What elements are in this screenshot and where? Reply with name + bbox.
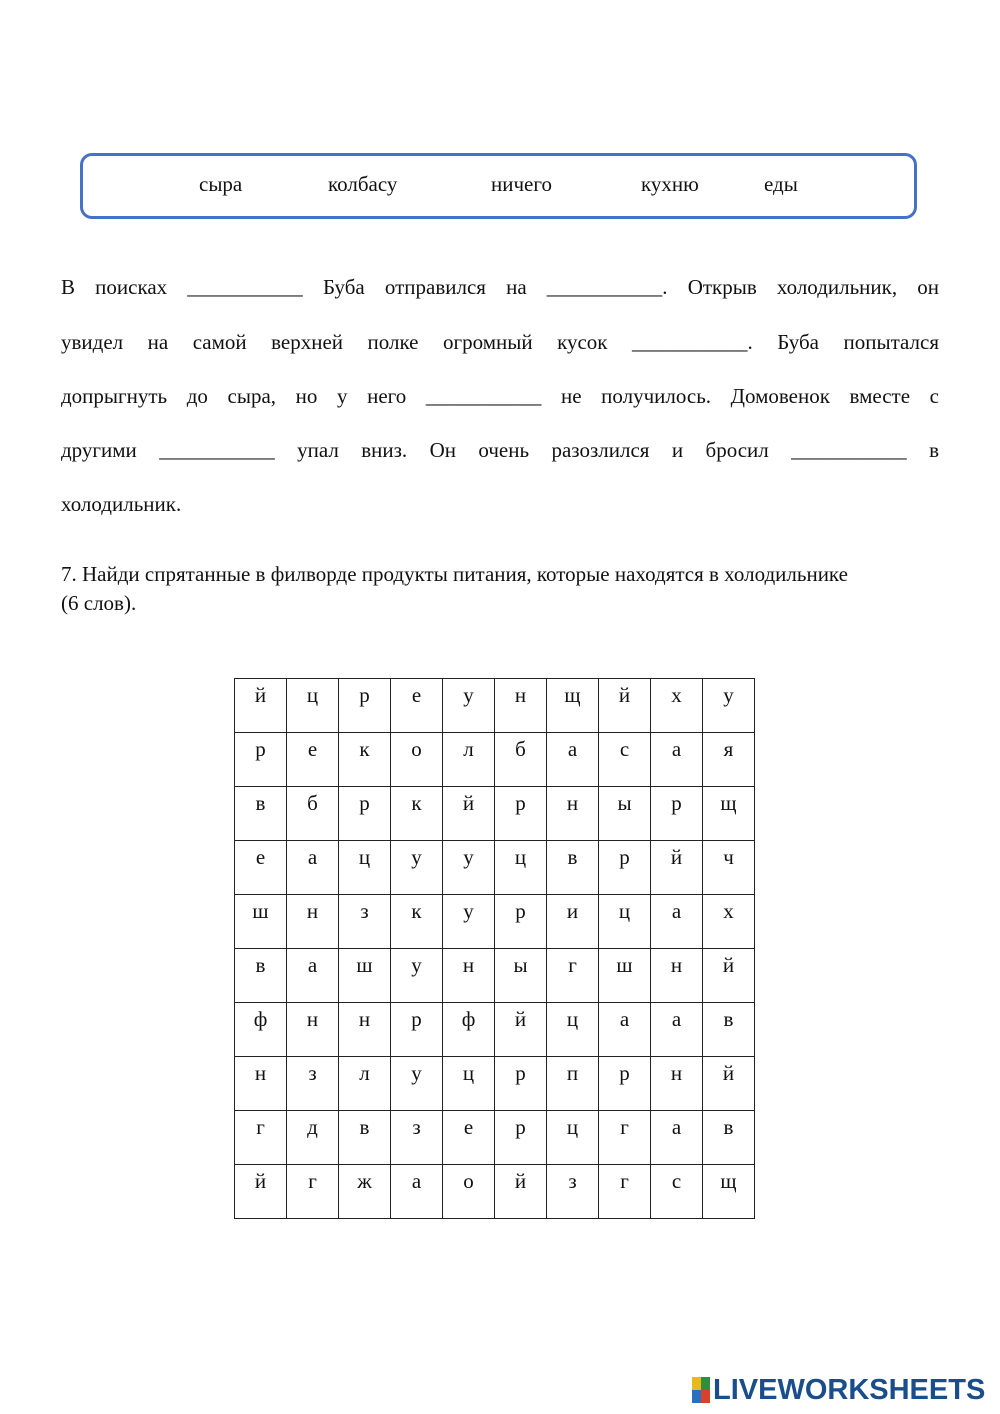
- word-bank-box: [80, 153, 917, 219]
- grid-cell[interactable]: н: [287, 1003, 339, 1057]
- paragraph-line: В поисках ___________ Буба отправился на ___________. Открыв холодильник, он: [61, 275, 939, 299]
- grid-cell[interactable]: у: [443, 841, 495, 895]
- grid-cell[interactable]: г: [287, 1165, 339, 1219]
- grid-cell[interactable]: ц: [339, 841, 391, 895]
- task-line: 7. Найди спрятанные в филворде продукты питания, которые находятся в холодильнике: [61, 562, 848, 586]
- grid-cell[interactable]: а: [547, 733, 599, 787]
- grid-cell[interactable]: в: [703, 1111, 755, 1165]
- grid-cell[interactable]: г: [599, 1111, 651, 1165]
- grid-row: [235, 895, 755, 949]
- grid-cell[interactable]: ц: [495, 841, 547, 895]
- grid-cell[interactable]: ц: [287, 679, 339, 733]
- grid-row: [235, 787, 755, 841]
- grid-cell[interactable]: в: [547, 841, 599, 895]
- grid-row: [235, 841, 755, 895]
- grid-cell[interactable]: и: [547, 895, 599, 949]
- grid-cell[interactable]: с: [651, 1165, 703, 1219]
- grid-cell[interactable]: й: [495, 1003, 547, 1057]
- grid-cell[interactable]: й: [443, 787, 495, 841]
- grid-cell[interactable]: у: [391, 841, 443, 895]
- grid-cell[interactable]: щ: [703, 1165, 755, 1219]
- grid-cell[interactable]: р: [651, 787, 703, 841]
- grid-cell[interactable]: й: [495, 1165, 547, 1219]
- paragraph-line: холодильник.: [61, 492, 182, 516]
- grid-cell[interactable]: г: [599, 1165, 651, 1219]
- grid-cell[interactable]: н: [651, 1057, 703, 1111]
- grid-cell[interactable]: у: [703, 679, 755, 733]
- grid-cell[interactable]: р: [339, 679, 391, 733]
- grid-cell[interactable]: а: [651, 733, 703, 787]
- paragraph-line: увидел на самой верхней полке огромный кусок ___________. Буба попытался: [61, 330, 939, 354]
- grid-cell[interactable]: н: [495, 679, 547, 733]
- grid-cell[interactable]: у: [391, 949, 443, 1003]
- word-bank-item: кухню: [641, 172, 699, 196]
- grid-cell[interactable]: о: [391, 733, 443, 787]
- grid-cell[interactable]: х: [703, 895, 755, 949]
- grid-cell[interactable]: ш: [339, 949, 391, 1003]
- grid-cell[interactable]: ж: [339, 1165, 391, 1219]
- grid-cell[interactable]: н: [547, 787, 599, 841]
- grid-cell[interactable]: р: [599, 841, 651, 895]
- grid-cell[interactable]: з: [339, 895, 391, 949]
- logo-text: LIVEWORKSHEETS: [713, 1373, 986, 1406]
- grid-cell[interactable]: б: [287, 787, 339, 841]
- grid-cell[interactable]: в: [339, 1111, 391, 1165]
- grid-cell[interactable]: х: [651, 679, 703, 733]
- grid-cell[interactable]: е: [287, 733, 339, 787]
- grid-cell[interactable]: я: [703, 733, 755, 787]
- grid-cell[interactable]: ф: [235, 1003, 287, 1057]
- word-bank-item: сыра: [199, 172, 243, 196]
- grid-cell[interactable]: а: [651, 895, 703, 949]
- grid-cell[interactable]: ц: [599, 895, 651, 949]
- liveworksheets-logo: [692, 1373, 985, 1407]
- word-bank-item: ничего: [491, 172, 552, 196]
- grid-cell[interactable]: е: [235, 841, 287, 895]
- grid-cell[interactable]: з: [287, 1057, 339, 1111]
- grid-cell[interactable]: р: [391, 1003, 443, 1057]
- grid-cell[interactable]: з: [391, 1111, 443, 1165]
- grid-cell[interactable]: а: [651, 1003, 703, 1057]
- grid-cell[interactable]: к: [391, 787, 443, 841]
- grid-row: [235, 1057, 755, 1111]
- grid-cell[interactable]: г: [547, 949, 599, 1003]
- grid-row: [235, 1165, 755, 1219]
- grid-cell[interactable]: в: [235, 787, 287, 841]
- grid-row: [235, 733, 755, 787]
- grid-cell[interactable]: н: [443, 949, 495, 1003]
- grid-cell[interactable]: о: [443, 1165, 495, 1219]
- grid-cell[interactable]: у: [391, 1057, 443, 1111]
- grid-cell[interactable]: у: [443, 895, 495, 949]
- grid-cell[interactable]: к: [339, 733, 391, 787]
- grid-cell[interactable]: а: [287, 841, 339, 895]
- grid-cell[interactable]: й: [703, 949, 755, 1003]
- grid-cell[interactable]: д: [287, 1111, 339, 1165]
- grid-cell[interactable]: н: [287, 895, 339, 949]
- grid-cell[interactable]: ы: [599, 787, 651, 841]
- grid-cell[interactable]: р: [495, 895, 547, 949]
- grid-cell[interactable]: л: [443, 733, 495, 787]
- grid-cell[interactable]: й: [235, 679, 287, 733]
- grid-cell[interactable]: й: [703, 1057, 755, 1111]
- grid-cell[interactable]: е: [443, 1111, 495, 1165]
- grid-cell[interactable]: щ: [547, 679, 599, 733]
- grid-cell[interactable]: е: [391, 679, 443, 733]
- word-bank-item: колбасу: [328, 172, 398, 196]
- grid-cell[interactable]: п: [547, 1057, 599, 1111]
- grid-cell[interactable]: а: [599, 1003, 651, 1057]
- grid-cell[interactable]: а: [651, 1111, 703, 1165]
- grid-cell[interactable]: ш: [235, 895, 287, 949]
- grid-cell[interactable]: в: [703, 1003, 755, 1057]
- task-instruction: [61, 560, 941, 618]
- grid-row: [235, 679, 755, 733]
- grid-cell[interactable]: с: [599, 733, 651, 787]
- grid-cell[interactable]: й: [235, 1165, 287, 1219]
- grid-cell[interactable]: й: [651, 841, 703, 895]
- grid-cell[interactable]: щ: [703, 787, 755, 841]
- grid-cell[interactable]: р: [339, 787, 391, 841]
- grid-cell[interactable]: н: [235, 1057, 287, 1111]
- grid-row: [235, 1003, 755, 1057]
- paragraph-line: другими ___________ упал вниз. Он очень разозлился и бросил ___________ в: [61, 438, 939, 462]
- grid-cell[interactable]: ф: [443, 1003, 495, 1057]
- grid-cell[interactable]: ч: [703, 841, 755, 895]
- grid-cell[interactable]: ц: [547, 1111, 599, 1165]
- paragraph-line: допрыгнуть до сыра, но у него ___________ не получилось. Домовенок вместе с: [61, 384, 939, 408]
- grid-cell[interactable]: г: [235, 1111, 287, 1165]
- word-bank-item: еды: [764, 172, 798, 196]
- task-line: (6 слов).: [61, 591, 137, 615]
- grid-cell[interactable]: ы: [495, 949, 547, 1003]
- grid-cell[interactable]: р: [495, 1057, 547, 1111]
- grid-cell[interactable]: ц: [547, 1003, 599, 1057]
- grid-cell[interactable]: а: [287, 949, 339, 1003]
- grid-cell[interactable]: ц: [443, 1057, 495, 1111]
- grid-cell[interactable]: р: [599, 1057, 651, 1111]
- grid-cell[interactable]: н: [651, 949, 703, 1003]
- grid-cell[interactable]: л: [339, 1057, 391, 1111]
- word-search-grid: [234, 678, 755, 1219]
- logo-icon: [692, 1377, 710, 1403]
- grid-cell[interactable]: р: [495, 787, 547, 841]
- grid-cell[interactable]: н: [339, 1003, 391, 1057]
- grid-cell[interactable]: р: [495, 1111, 547, 1165]
- grid-cell[interactable]: а: [391, 1165, 443, 1219]
- grid-cell[interactable]: к: [391, 895, 443, 949]
- grid-cell[interactable]: р: [235, 733, 287, 787]
- grid-cell[interactable]: б: [495, 733, 547, 787]
- grid-row: [235, 1111, 755, 1165]
- grid-cell[interactable]: в: [235, 949, 287, 1003]
- grid-cell[interactable]: у: [443, 679, 495, 733]
- grid-row: [235, 949, 755, 1003]
- grid-cell[interactable]: й: [599, 679, 651, 733]
- grid-cell[interactable]: з: [547, 1165, 599, 1219]
- grid-cell[interactable]: ш: [599, 949, 651, 1003]
